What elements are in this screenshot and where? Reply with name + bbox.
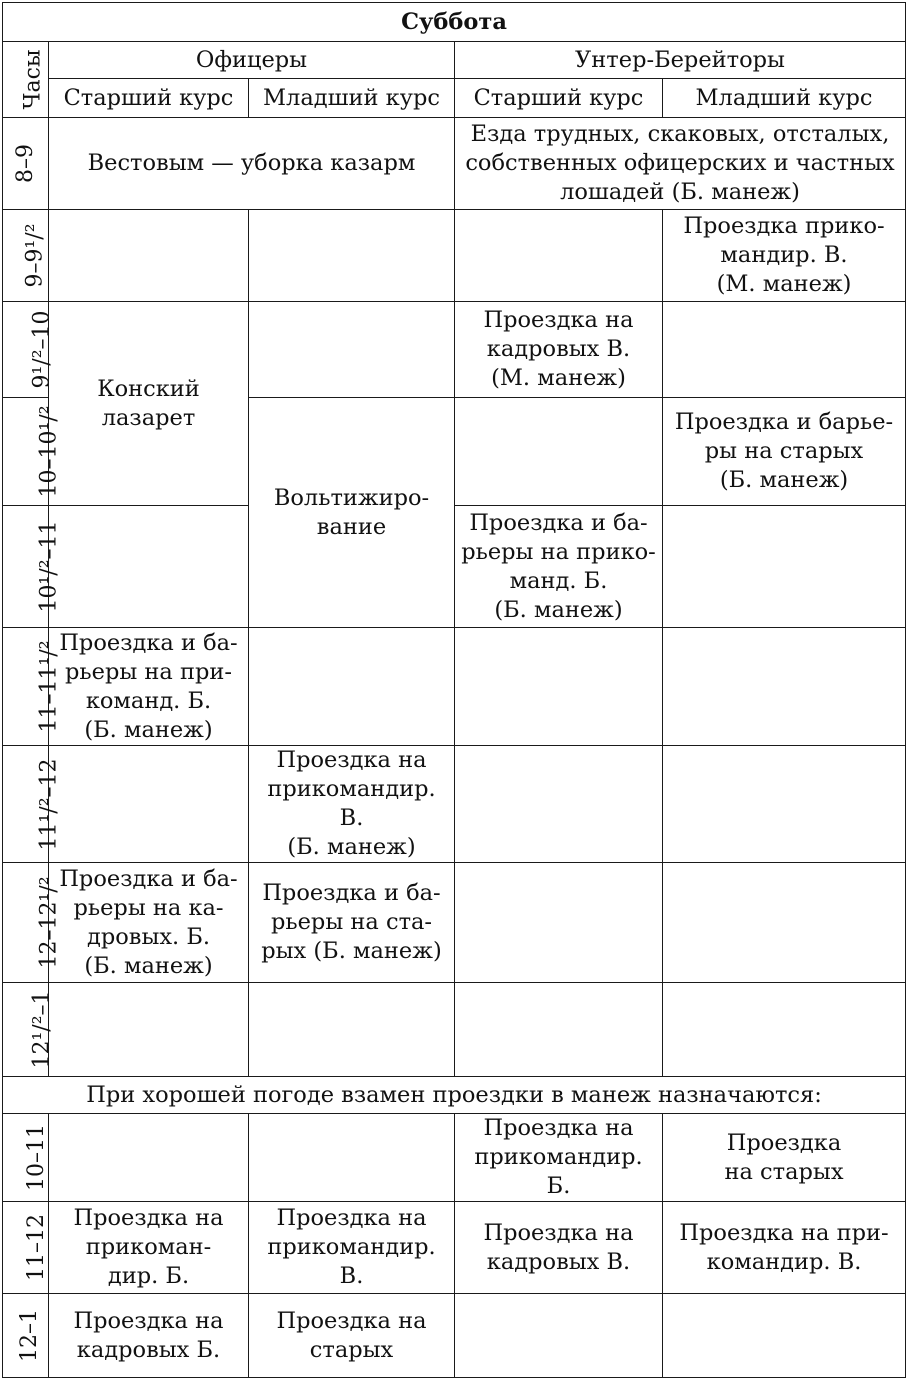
schedule-cell: [663, 983, 906, 1077]
schedule-cell: [49, 1202, 249, 1294]
cell-text: (М. манеж): [716, 271, 852, 297]
cell-text: дровых. Б.: [86, 923, 211, 950]
schedule-cell: [49, 746, 249, 863]
cell-text: Проездка на: [73, 1307, 224, 1334]
cell-text: Проездка на: [276, 1307, 427, 1334]
schedule-cell: [49, 863, 249, 983]
day-title: Суббота: [3, 3, 906, 42]
hour-cell: [3, 983, 55, 1077]
schedule-cell: [455, 118, 906, 210]
table-row: [3, 1114, 906, 1202]
cell-text: Проездка и барье-: [674, 409, 894, 435]
cell-text: Проездка на: [483, 307, 634, 333]
cell-text: Езда трудных, скаковых, отсталых,: [470, 121, 890, 147]
cell-text: рьеры на прико-: [461, 538, 656, 565]
cell-text: лошадей (Б. манеж): [560, 179, 800, 205]
cell-text: прикомандир. В.: [267, 1234, 436, 1289]
cell-text: Проездка на: [73, 1205, 224, 1231]
table-row: [3, 746, 906, 863]
hour-label: 12¹/²–1: [29, 990, 55, 1069]
cell-text: Проездка на: [276, 747, 427, 773]
cell-text: (Б. манеж): [287, 834, 416, 860]
hour-label: 10–10¹/²: [36, 405, 62, 498]
cell-text: Проездка и ба-: [262, 880, 441, 906]
nco-junior-header: Младший курс: [663, 79, 906, 118]
schedule-cell: [455, 210, 663, 302]
hour-label: 10–11: [24, 1124, 49, 1191]
cell-text: Проездка на при-: [679, 1219, 889, 1246]
hours-label: Часы: [20, 49, 46, 110]
weather-note-row: [3, 1077, 906, 1114]
cell-text: прикомандир. Б.: [474, 1144, 643, 1199]
schedule-cell: [455, 1202, 663, 1294]
schedule-cell: [49, 1114, 249, 1202]
schedule-cell: [249, 983, 455, 1077]
cell-text: на старых: [724, 1158, 844, 1185]
officers-junior-header: Младший курс: [249, 79, 455, 118]
hour-cell: [3, 1294, 49, 1378]
cell-text: (М. манеж): [491, 365, 626, 391]
cell-text: Проездка на: [483, 1115, 634, 1141]
cell-text: Проездка и ба-: [59, 629, 238, 656]
table-row: [3, 210, 906, 302]
hours-column-header: [3, 42, 49, 118]
cell-text: (Б. манеж): [494, 596, 623, 623]
hour-cell: [3, 863, 62, 983]
schedule-cell: [49, 210, 249, 302]
cell-text: Проездка на: [483, 1219, 634, 1246]
cell-text: рьеры на при-: [65, 658, 232, 685]
officers-senior-header: Старший курс: [49, 79, 249, 118]
hour-label: 10¹/²–11: [36, 520, 62, 613]
cell-text: кадровых В.: [486, 336, 631, 362]
hour-cell: [3, 506, 62, 628]
cell-text: вание: [316, 513, 387, 540]
hour-cell: [3, 210, 49, 302]
schedule-cell: [249, 210, 455, 302]
schedule-cell: [49, 118, 455, 210]
officers-header: Офицеры: [49, 42, 455, 79]
table-row: [3, 983, 906, 1077]
cell-text: прикомандир. В.: [267, 776, 436, 831]
schedule-cell: [249, 628, 455, 746]
cell-text: старых: [309, 1336, 394, 1363]
hour-cell: [3, 1202, 49, 1294]
cell-text: манд. Б.: [509, 567, 608, 594]
nco-header: Унтер-Берейторы: [455, 42, 906, 79]
hour-label: 9¹/²–10: [29, 310, 55, 389]
hour-cell: [3, 628, 62, 746]
schedule-table: [2, 2, 906, 1378]
cell-text: команд. Б.: [85, 687, 212, 714]
hour-label: 8–9: [13, 144, 38, 183]
table-row: [3, 1202, 906, 1294]
schedule-cell: [663, 1202, 906, 1294]
cell-text: (Б. манеж): [719, 467, 849, 493]
cell-text: дир. Б.: [107, 1263, 190, 1289]
hour-cell: [3, 746, 62, 863]
schedule-cell: [663, 210, 906, 302]
schedule-cell: [455, 983, 663, 1077]
schedule-cell: [49, 506, 249, 628]
schedule-cell: [663, 506, 906, 628]
cell-text: кадровых В.: [486, 1248, 631, 1275]
schedule-cell: [663, 1294, 906, 1378]
cell-text: Проездка на: [276, 1205, 427, 1231]
table-row: [3, 1294, 906, 1378]
cell-text: мандир. В.: [720, 242, 848, 268]
schedule-page: [2, 2, 906, 1378]
schedule-cell: [49, 628, 249, 746]
hour-cell: [3, 302, 55, 398]
table-row: [3, 506, 906, 628]
schedule-cell: [455, 302, 663, 398]
schedule-cell: [249, 863, 455, 983]
cell-text: (Б. манеж): [84, 716, 213, 743]
schedule-cell: [455, 1114, 663, 1202]
hour-label: 11¹/²–12: [36, 757, 62, 851]
cell-text: Конский: [97, 375, 200, 402]
schedule-cell: [249, 746, 455, 863]
weather-note: При хорошей погоде взамен проездки в манеж назначаются:: [3, 1077, 906, 1114]
cell-text: Проездка: [726, 1129, 842, 1156]
course-header-row: [3, 79, 906, 118]
hour-cell: [3, 1114, 49, 1202]
schedule-cell: [49, 302, 249, 506]
cell-text: (Б. манеж): [84, 952, 213, 979]
cell-text: собственных офицерских и частных: [465, 150, 895, 176]
cell-text: Вестовым — уборка казарм: [87, 150, 416, 176]
table-row: [3, 118, 906, 210]
schedule-cell: [663, 628, 906, 746]
hour-label: 11–12: [24, 1214, 49, 1281]
group-header-row: [3, 42, 906, 79]
schedule-cell: [49, 1294, 249, 1378]
schedule-cell: [455, 628, 663, 746]
hour-cell: [3, 398, 62, 506]
schedule-cell: [663, 746, 906, 863]
schedule-cell: [249, 1114, 455, 1202]
table-row: [3, 302, 906, 398]
cell-text: лазарет: [101, 404, 196, 431]
cell-text: командир. В.: [706, 1248, 862, 1275]
cell-text: рьеры на ка-: [73, 894, 224, 921]
schedule-cell: [663, 863, 906, 983]
schedule-cell: [663, 1114, 906, 1202]
hour-label: 11–11¹/²: [36, 640, 62, 733]
nco-senior-header: Старший курс: [455, 79, 663, 118]
schedule-cell: [455, 863, 663, 983]
schedule-cell: [249, 398, 455, 628]
schedule-cell: [455, 398, 663, 506]
schedule-cell: [455, 506, 663, 628]
hour-cell: [3, 118, 49, 210]
cell-text: прикоман-: [85, 1234, 212, 1260]
cell-text: Проездка и ба-: [469, 509, 648, 536]
cell-text: Проездка прико-: [683, 213, 885, 239]
hour-label: 12–1: [17, 1309, 42, 1362]
cell-text: Вольтижиро-: [273, 484, 430, 511]
schedule-cell: [249, 302, 455, 398]
hour-label: 12–12¹/²: [36, 876, 62, 969]
schedule-cell: [455, 746, 663, 863]
cell-text: рых (Б. манеж): [261, 938, 442, 964]
schedule-cell: [663, 398, 906, 506]
table-row: [3, 628, 906, 746]
cell-text: рьеры на ста-: [270, 909, 433, 935]
table-row: [3, 863, 906, 983]
cell-text: Проездка и ба-: [59, 865, 238, 892]
hour-label: 9–9¹/²: [22, 223, 48, 288]
schedule-cell: [49, 983, 249, 1077]
title-row: [3, 3, 906, 42]
cell-text: кадровых Б.: [76, 1336, 221, 1363]
schedule-cell: [249, 1294, 455, 1378]
schedule-cell: [249, 1202, 455, 1294]
schedule-cell: [455, 1294, 663, 1378]
schedule-cell: [663, 302, 906, 398]
cell-text: ры на старых: [704, 438, 864, 464]
